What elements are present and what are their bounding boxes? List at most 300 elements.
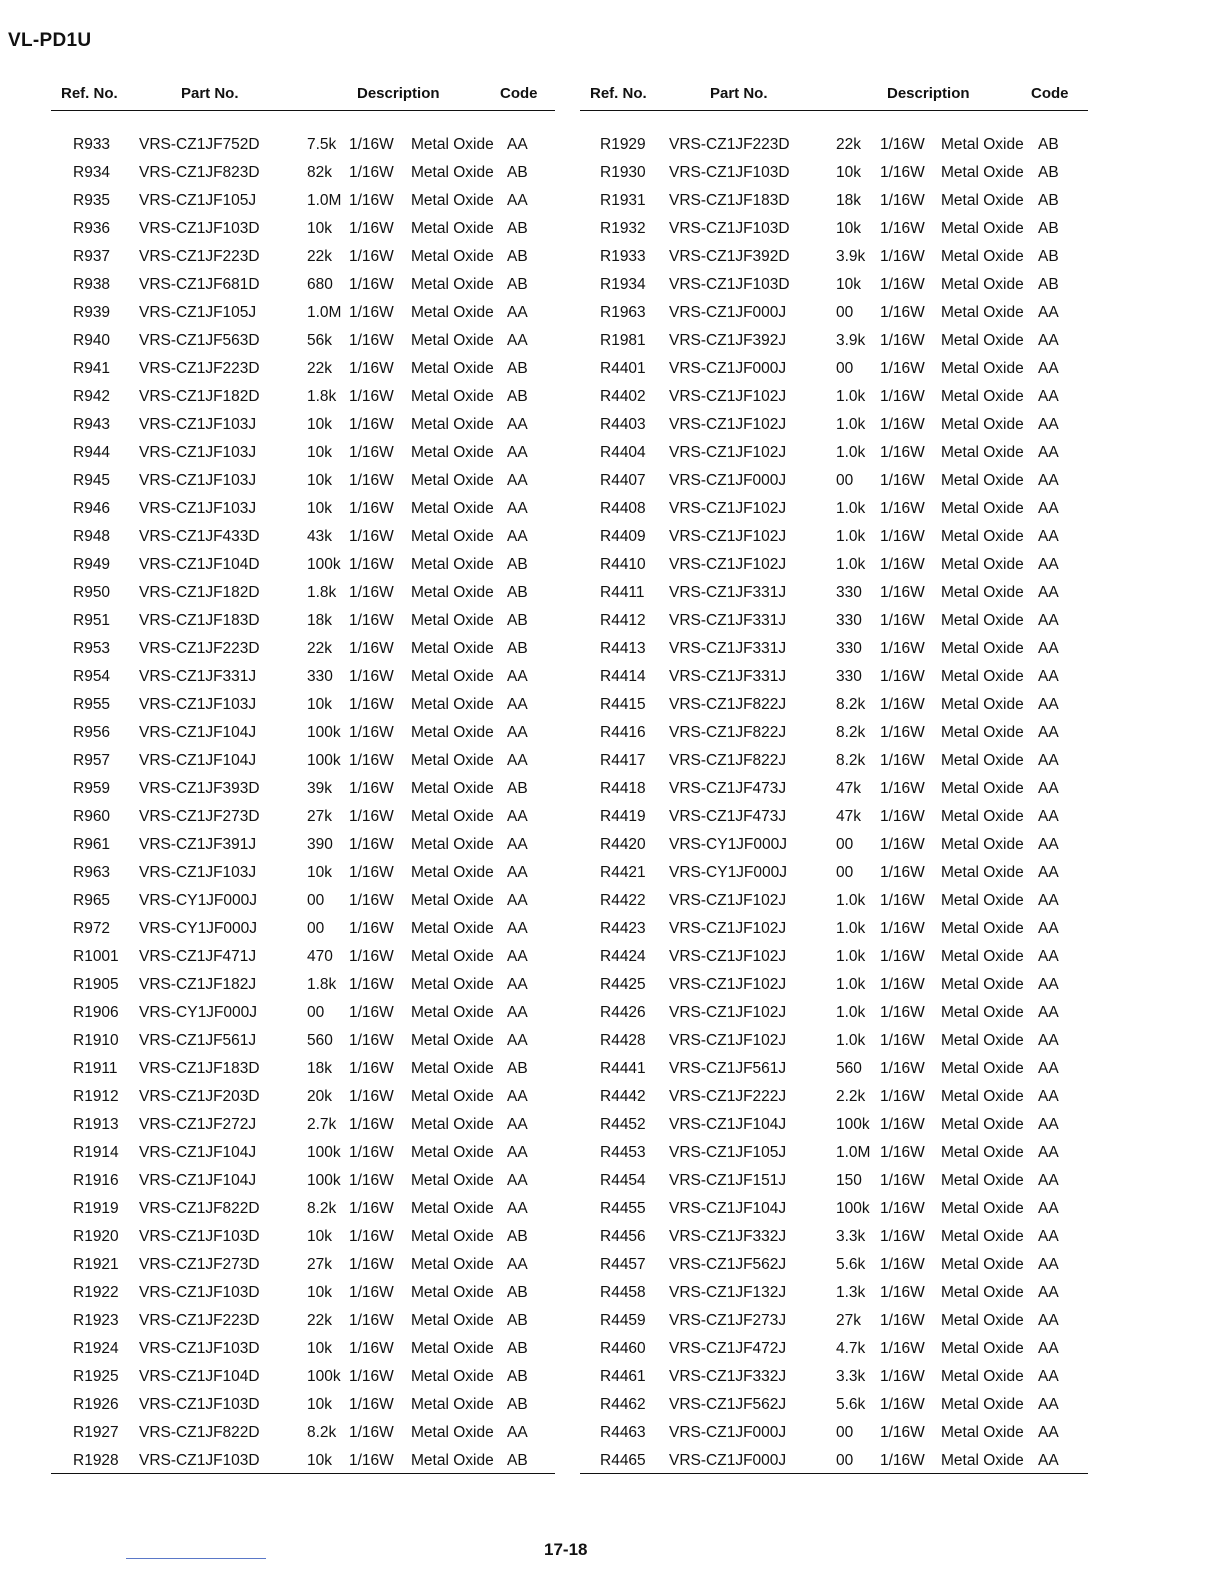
- ref-no-cell: R940: [73, 332, 111, 349]
- value-cell: 18k: [307, 1060, 332, 1077]
- wattage-cell: 1/16W: [349, 388, 394, 405]
- table-row: [580, 215, 1088, 243]
- wattage-cell: 1/16W: [349, 584, 394, 601]
- value-cell: 150: [836, 1172, 862, 1189]
- wattage-cell: 1/16W: [349, 612, 394, 629]
- ref-no-cell: R1911: [73, 1060, 118, 1077]
- type-cell: Metal Oxide: [941, 724, 1024, 741]
- part-no-cell: VRS-CY1JF000J: [139, 920, 258, 937]
- header-ref-no: Ref. No.: [61, 85, 118, 102]
- type-cell: Metal Oxide: [941, 1228, 1024, 1245]
- code-cell: AB: [507, 1396, 528, 1413]
- wattage-cell: 1/16W: [349, 1228, 394, 1245]
- type-cell: Metal Oxide: [941, 864, 1024, 881]
- model-title: VL-PD1U: [8, 30, 92, 51]
- part-no-cell: VRS-CZ1JF331J: [669, 584, 787, 601]
- code-cell: AA: [1038, 1396, 1059, 1413]
- ref-no-cell: R4401: [600, 360, 646, 377]
- value-cell: 1.3k: [836, 1284, 866, 1301]
- table-row: [580, 1055, 1088, 1083]
- code-cell: AB: [507, 1452, 528, 1469]
- ref-no-cell: R1913: [73, 1116, 119, 1133]
- code-cell: AA: [1038, 1256, 1059, 1273]
- value-cell: 10k: [307, 444, 332, 461]
- ref-no-cell: R4459: [600, 1312, 646, 1329]
- type-cell: Metal Oxide: [411, 360, 494, 377]
- part-no-cell: VRS-CZ1JF392J: [669, 332, 787, 349]
- wattage-cell: 1/16W: [349, 1144, 394, 1161]
- ref-no-cell: R933: [73, 136, 111, 153]
- table-row: [51, 327, 555, 355]
- type-cell: Metal Oxide: [411, 864, 494, 881]
- ref-no-cell: R4407: [600, 472, 646, 489]
- ref-no-cell: R1926: [73, 1396, 119, 1413]
- part-no-cell: VRS-CZ1JF102J: [669, 444, 787, 461]
- header-rule: [580, 110, 1088, 111]
- type-cell: Metal Oxide: [411, 1060, 494, 1077]
- table-row: [580, 299, 1088, 327]
- wattage-cell: 1/16W: [349, 752, 394, 769]
- wattage-cell: 1/16W: [349, 668, 394, 685]
- code-cell: AA: [1038, 416, 1059, 433]
- ref-no-cell: R4426: [600, 1004, 646, 1021]
- type-cell: Metal Oxide: [941, 220, 1024, 237]
- table-row: [580, 467, 1088, 495]
- part-no-cell: VRS-CZ1JF752D: [139, 136, 260, 153]
- type-cell: Metal Oxide: [411, 556, 494, 573]
- ref-no-cell: R4425: [600, 976, 646, 993]
- part-no-cell: VRS-CZ1JF102J: [669, 528, 787, 545]
- table-row: [51, 887, 555, 915]
- table-row: [580, 1307, 1088, 1335]
- part-no-cell: VRS-CZ1JF103J: [139, 696, 257, 713]
- table-row: [51, 663, 555, 691]
- wattage-cell: 1/16W: [880, 1312, 925, 1329]
- wattage-cell: 1/16W: [880, 444, 925, 461]
- type-cell: Metal Oxide: [411, 192, 494, 209]
- table-row: [51, 915, 555, 943]
- footer-divider: [126, 1558, 266, 1559]
- wattage-cell: 1/16W: [349, 1060, 394, 1077]
- wattage-cell: 1/16W: [880, 192, 925, 209]
- value-cell: 8.2k: [307, 1424, 337, 1441]
- value-cell: 82k: [307, 164, 332, 181]
- header-code: Code: [1031, 85, 1069, 102]
- table-row: [580, 915, 1088, 943]
- part-no-cell: VRS-CZ1JF105J: [139, 192, 257, 209]
- value-cell: 3.3k: [836, 1228, 866, 1245]
- type-cell: Metal Oxide: [411, 1144, 494, 1161]
- value-cell: 4.7k: [836, 1340, 866, 1357]
- value-cell: 10k: [307, 472, 332, 489]
- code-cell: AA: [1038, 556, 1059, 573]
- type-cell: Metal Oxide: [941, 500, 1024, 517]
- value-cell: 47k: [836, 780, 861, 797]
- table-row: [51, 747, 555, 775]
- ref-no-cell: R1933: [600, 248, 646, 265]
- table-row: [51, 467, 555, 495]
- part-no-cell: VRS-CZ1JF561J: [669, 1060, 787, 1077]
- wattage-cell: 1/16W: [880, 752, 925, 769]
- ref-no-cell: R961: [73, 836, 111, 853]
- ref-no-cell: R1934: [600, 276, 646, 293]
- part-no-cell: VRS-CZ1JF203D: [139, 1088, 260, 1105]
- ref-no-cell: R4409: [600, 528, 646, 545]
- part-no-cell: VRS-CZ1JF104J: [669, 1200, 787, 1217]
- wattage-cell: 1/16W: [349, 836, 394, 853]
- value-cell: 00: [836, 360, 854, 377]
- ref-no-cell: R4418: [600, 780, 646, 797]
- ref-no-cell: R4455: [600, 1200, 646, 1217]
- part-no-cell: VRS-CZ1JF331J: [669, 612, 787, 629]
- part-no-cell: VRS-CZ1JF681D: [139, 276, 260, 293]
- header-part-no: Part No.: [181, 85, 239, 102]
- ref-no-cell: R936: [73, 220, 111, 237]
- ref-no-cell: R4420: [600, 836, 646, 853]
- type-cell: Metal Oxide: [411, 416, 494, 433]
- type-cell: Metal Oxide: [411, 1172, 494, 1189]
- value-cell: 1.0k: [836, 388, 866, 405]
- code-cell: AA: [507, 808, 528, 825]
- type-cell: Metal Oxide: [411, 136, 494, 153]
- code-cell: AA: [507, 444, 528, 461]
- type-cell: Metal Oxide: [411, 164, 494, 181]
- code-cell: AB: [507, 276, 528, 293]
- code-cell: AA: [507, 192, 528, 209]
- table-row: [51, 355, 555, 383]
- part-no-cell: VRS-CZ1JF473J: [669, 808, 787, 825]
- code-cell: AA: [1038, 1060, 1059, 1077]
- part-no-cell: VRS-CZ1JF222J: [669, 1088, 787, 1105]
- ref-no-cell: R944: [73, 444, 111, 461]
- value-cell: 18k: [836, 192, 861, 209]
- part-no-cell: VRS-CZ1JF273J: [669, 1312, 787, 1329]
- ref-no-cell: R4461: [600, 1368, 646, 1385]
- value-cell: 00: [836, 1424, 854, 1441]
- header-ref-no: Ref. No.: [590, 85, 647, 102]
- table-row: [51, 439, 555, 467]
- code-cell: AA: [507, 136, 528, 153]
- type-cell: Metal Oxide: [411, 444, 494, 461]
- wattage-cell: 1/16W: [880, 920, 925, 937]
- value-cell: 10k: [836, 276, 861, 293]
- type-cell: Metal Oxide: [941, 920, 1024, 937]
- wattage-cell: 1/16W: [349, 864, 394, 881]
- ref-no-cell: R938: [73, 276, 111, 293]
- table-row: [580, 971, 1088, 999]
- table-row: [580, 271, 1088, 299]
- code-cell: AA: [507, 836, 528, 853]
- type-cell: Metal Oxide: [411, 388, 494, 405]
- value-cell: 1.0k: [836, 1032, 866, 1049]
- ref-no-cell: R1912: [73, 1088, 119, 1105]
- value-cell: 22k: [307, 640, 332, 657]
- wattage-cell: 1/16W: [880, 416, 925, 433]
- value-cell: 5.6k: [836, 1256, 866, 1273]
- type-cell: Metal Oxide: [941, 416, 1024, 433]
- type-cell: Metal Oxide: [411, 668, 494, 685]
- table-row: [580, 887, 1088, 915]
- type-cell: Metal Oxide: [411, 1032, 494, 1049]
- part-no-cell: VRS-CZ1JF562J: [669, 1396, 787, 1413]
- value-cell: 470: [307, 948, 333, 965]
- value-cell: 22k: [836, 136, 861, 153]
- wattage-cell: 1/16W: [349, 304, 394, 321]
- part-no-cell: VRS-CZ1JF103D: [139, 1228, 260, 1245]
- value-cell: 8.2k: [307, 1200, 337, 1217]
- table-row: [580, 1223, 1088, 1251]
- code-cell: AA: [1038, 1228, 1059, 1245]
- code-cell: AA: [507, 668, 528, 685]
- part-no-cell: VRS-CZ1JF105J: [669, 1144, 787, 1161]
- ref-no-cell: R4416: [600, 724, 646, 741]
- type-cell: Metal Oxide: [941, 1004, 1024, 1021]
- type-cell: Metal Oxide: [941, 444, 1024, 461]
- table-row: [51, 1391, 555, 1419]
- ref-no-cell: R935: [73, 192, 111, 209]
- ref-no-cell: R946: [73, 500, 111, 517]
- value-cell: 10k: [307, 220, 332, 237]
- wattage-cell: 1/16W: [349, 444, 394, 461]
- wattage-cell: 1/16W: [349, 1172, 394, 1189]
- type-cell: Metal Oxide: [941, 1144, 1024, 1161]
- ref-no-cell: R4423: [600, 920, 646, 937]
- part-no-cell: VRS-CZ1JF103D: [669, 220, 790, 237]
- part-no-cell: VRS-CZ1JF000J: [669, 304, 787, 321]
- part-no-cell: VRS-CY1JF000J: [669, 864, 788, 881]
- value-cell: 43k: [307, 528, 332, 545]
- wattage-cell: 1/16W: [880, 1060, 925, 1077]
- ref-no-cell: R4428: [600, 1032, 646, 1049]
- value-cell: 330: [307, 668, 333, 685]
- code-cell: AB: [1038, 220, 1059, 237]
- ref-no-cell: R1905: [73, 976, 119, 993]
- type-cell: Metal Oxide: [411, 1200, 494, 1217]
- value-cell: 22k: [307, 360, 332, 377]
- value-cell: 1.8k: [307, 976, 337, 993]
- table-row: [580, 439, 1088, 467]
- table-header: [51, 80, 555, 110]
- ref-no-cell: R4413: [600, 640, 646, 657]
- code-cell: AA: [1038, 892, 1059, 909]
- part-no-cell: VRS-CZ1JF102J: [669, 556, 787, 573]
- value-cell: 1.0M: [836, 1144, 871, 1161]
- value-cell: 10k: [307, 1284, 332, 1301]
- wattage-cell: 1/16W: [349, 892, 394, 909]
- wattage-cell: 1/16W: [349, 1424, 394, 1441]
- wattage-cell: 1/16W: [349, 1284, 394, 1301]
- table-row: [51, 1307, 555, 1335]
- part-no-cell: VRS-CZ1JF104D: [139, 556, 260, 573]
- part-no-cell: VRS-CZ1JF000J: [669, 472, 787, 489]
- code-cell: AA: [1038, 1116, 1059, 1133]
- part-no-cell: VRS-CY1JF000J: [139, 1004, 258, 1021]
- ref-no-cell: R954: [73, 668, 111, 685]
- value-cell: 100k: [307, 724, 341, 741]
- wattage-cell: 1/16W: [880, 584, 925, 601]
- type-cell: Metal Oxide: [411, 1116, 494, 1133]
- part-no-cell: VRS-CZ1JF103D: [669, 276, 790, 293]
- value-cell: 47k: [836, 808, 861, 825]
- part-no-cell: VRS-CZ1JF223D: [669, 136, 790, 153]
- value-cell: 10k: [307, 864, 332, 881]
- type-cell: Metal Oxide: [941, 1368, 1024, 1385]
- type-cell: Metal Oxide: [411, 332, 494, 349]
- table-row: [580, 775, 1088, 803]
- code-cell: AB: [507, 1228, 528, 1245]
- code-cell: AA: [1038, 948, 1059, 965]
- value-cell: 00: [836, 304, 854, 321]
- type-cell: Metal Oxide: [941, 1060, 1024, 1077]
- table-row: [51, 1279, 555, 1307]
- table-row: [51, 1027, 555, 1055]
- table-row: [580, 635, 1088, 663]
- code-cell: AA: [1038, 1368, 1059, 1385]
- part-no-cell: VRS-CZ1JF183D: [139, 612, 260, 629]
- wattage-cell: 1/16W: [880, 164, 925, 181]
- ref-no-cell: R963: [73, 864, 111, 881]
- value-cell: 1.0k: [836, 948, 866, 965]
- ref-no-cell: R972: [73, 920, 111, 937]
- type-cell: Metal Oxide: [411, 276, 494, 293]
- table-row: [51, 383, 555, 411]
- part-no-cell: VRS-CZ1JF103J: [139, 444, 257, 461]
- wattage-cell: 1/16W: [880, 1144, 925, 1161]
- value-cell: 1.8k: [307, 388, 337, 405]
- table-row: [580, 327, 1088, 355]
- ref-no-cell: R959: [73, 780, 111, 797]
- type-cell: Metal Oxide: [941, 612, 1024, 629]
- value-cell: 100k: [307, 1368, 341, 1385]
- table-row: [580, 1279, 1088, 1307]
- code-cell: AA: [1038, 752, 1059, 769]
- table-row: [51, 1363, 555, 1391]
- value-cell: 00: [836, 472, 854, 489]
- wattage-cell: 1/16W: [349, 1088, 394, 1105]
- table-row: [580, 691, 1088, 719]
- value-cell: 3.3k: [836, 1368, 866, 1385]
- ref-no-cell: R4457: [600, 1256, 646, 1273]
- part-no-cell: VRS-CZ1JF822D: [139, 1424, 260, 1441]
- type-cell: Metal Oxide: [941, 276, 1024, 293]
- table-row: [580, 1363, 1088, 1391]
- ref-no-cell: R937: [73, 248, 111, 265]
- table-row: [580, 243, 1088, 271]
- wattage-cell: 1/16W: [880, 948, 925, 965]
- part-no-cell: VRS-CZ1JF331J: [139, 668, 257, 685]
- value-cell: 10k: [307, 1396, 332, 1413]
- code-cell: AA: [1038, 696, 1059, 713]
- header-part-no: Part No.: [710, 85, 768, 102]
- code-cell: AA: [1038, 304, 1059, 321]
- code-cell: AA: [1038, 388, 1059, 405]
- table-row: [51, 775, 555, 803]
- code-cell: AA: [507, 1032, 528, 1049]
- wattage-cell: 1/16W: [349, 948, 394, 965]
- wattage-cell: 1/16W: [349, 1116, 394, 1133]
- table-row: [51, 1195, 555, 1223]
- ref-no-cell: R4454: [600, 1172, 646, 1189]
- wattage-cell: 1/16W: [349, 136, 394, 153]
- ref-no-cell: R1924: [73, 1340, 119, 1357]
- wattage-cell: 1/16W: [880, 1172, 925, 1189]
- header-rule: [51, 110, 555, 111]
- part-no-cell: VRS-CZ1JF223D: [139, 1312, 260, 1329]
- part-no-cell: VRS-CZ1JF103D: [139, 1452, 260, 1469]
- ref-no-cell: R4414: [600, 668, 646, 685]
- type-cell: Metal Oxide: [411, 752, 494, 769]
- ref-no-cell: R1929: [600, 136, 646, 153]
- table-row: [580, 187, 1088, 215]
- ref-no-cell: R1931: [600, 192, 646, 209]
- code-cell: AA: [1038, 836, 1059, 853]
- value-cell: 27k: [307, 808, 332, 825]
- value-cell: 10k: [307, 1340, 332, 1357]
- value-cell: 1.0k: [836, 444, 866, 461]
- ref-no-cell: R1923: [73, 1312, 119, 1329]
- wattage-cell: 1/16W: [880, 780, 925, 797]
- table-row: [580, 719, 1088, 747]
- table-row: [51, 943, 555, 971]
- type-cell: Metal Oxide: [941, 696, 1024, 713]
- wattage-cell: 1/16W: [880, 388, 925, 405]
- part-no-cell: VRS-CZ1JF102J: [669, 948, 787, 965]
- ref-no-cell: R4460: [600, 1340, 646, 1357]
- part-no-cell: VRS-CZ1JF183D: [139, 1060, 260, 1077]
- ref-no-cell: R1916: [73, 1172, 119, 1189]
- code-cell: AB: [507, 612, 528, 629]
- part-no-cell: VRS-CZ1JF103D: [669, 164, 790, 181]
- value-cell: 10k: [307, 416, 332, 433]
- code-cell: AA: [1038, 528, 1059, 545]
- ref-no-cell: R4421: [600, 864, 646, 881]
- wattage-cell: 1/16W: [880, 1424, 925, 1441]
- table-row: [51, 1055, 555, 1083]
- ref-no-cell: R1906: [73, 1004, 119, 1021]
- table-row: [51, 579, 555, 607]
- wattage-cell: 1/16W: [349, 472, 394, 489]
- table-row: [580, 747, 1088, 775]
- code-cell: AB: [1038, 136, 1059, 153]
- part-no-cell: VRS-CZ1JF103J: [139, 864, 257, 881]
- code-cell: AA: [507, 1200, 528, 1217]
- ref-no-cell: R948: [73, 528, 111, 545]
- value-cell: 330: [836, 612, 862, 629]
- wattage-cell: 1/16W: [349, 192, 394, 209]
- type-cell: Metal Oxide: [411, 948, 494, 965]
- wattage-cell: 1/16W: [349, 780, 394, 797]
- part-no-cell: VRS-CZ1JF102J: [669, 1004, 787, 1021]
- ref-no-cell: R950: [73, 584, 111, 601]
- page-number: 17-18: [544, 1540, 588, 1559]
- code-cell: AA: [1038, 444, 1059, 461]
- type-cell: Metal Oxide: [941, 1396, 1024, 1413]
- code-cell: AA: [507, 1088, 528, 1105]
- wattage-cell: 1/16W: [349, 1452, 394, 1469]
- ref-no-cell: R4452: [600, 1116, 646, 1133]
- part-no-cell: VRS-CZ1JF433D: [139, 528, 260, 545]
- part-no-cell: VRS-CZ1JF822J: [669, 724, 787, 741]
- part-no-cell: VRS-CZ1JF472J: [669, 1340, 787, 1357]
- part-no-cell: VRS-CZ1JF183D: [669, 192, 790, 209]
- code-cell: AA: [1038, 1172, 1059, 1189]
- ref-no-cell: R939: [73, 304, 111, 321]
- table-row: [51, 1111, 555, 1139]
- type-cell: Metal Oxide: [411, 976, 494, 993]
- wattage-cell: 1/16W: [349, 640, 394, 657]
- value-cell: 00: [836, 836, 854, 853]
- ref-no-cell: R942: [73, 388, 111, 405]
